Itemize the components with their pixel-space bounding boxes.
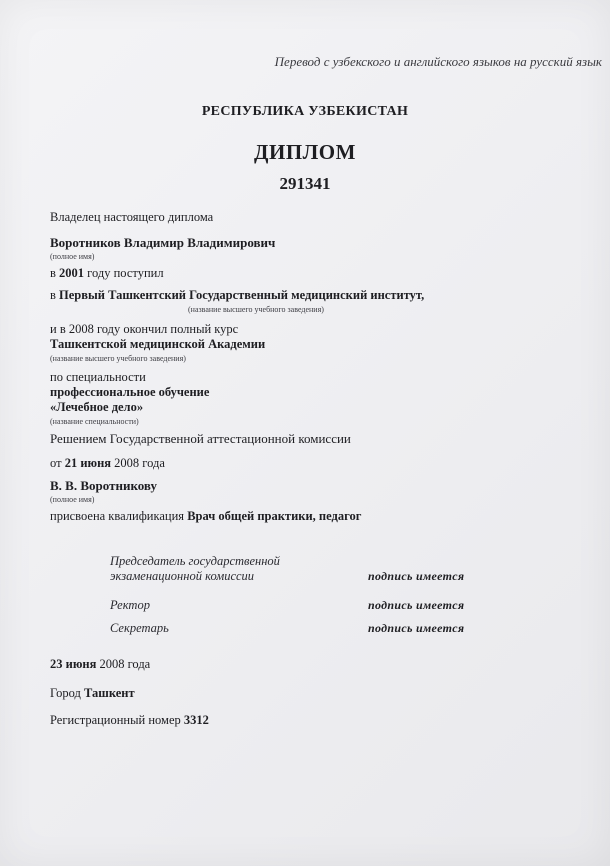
institute-caption: (название высшего учебного заведения) [188,305,324,314]
commission-date-line [50,456,165,471]
commission-decision: Решением Государственной аттестационной комиссии [50,431,351,446]
diploma-number: 291341 [279,174,331,193]
qualification-prefix: присвоена квалификация [50,509,188,523]
institute-prefix: в [50,288,60,302]
city-name: Ташкент [84,686,135,700]
academy-caption: (название высшего учебного заведения) [50,354,186,363]
issue-date-bold: 23 июня [50,657,97,671]
registration-number: 3312 [183,713,209,727]
rector-label: Ректор [110,598,150,612]
recipient-name-caption: (полное имя) [50,495,95,504]
translator-note: Перевод с узбекского и английского языков на русский язык [274,54,602,69]
specialty-caption: (название специальности) [50,417,139,426]
qualification-value: Врач общей практики, педагог [187,509,362,523]
commission-date-bold: 21 июня [64,456,112,470]
admission-institute-line [50,288,424,303]
commission-date-prefix: от [50,456,65,470]
issue-date-line [50,657,150,672]
qualification-line [50,509,361,524]
specialty-line1: профессиональное обучение [50,385,210,399]
commission-date-rest: 2008 года [111,456,165,470]
admission-year: 2001 [59,266,85,280]
owner-full-name: Воротников Владимир Владимирович [50,235,276,250]
owner-name-caption: (полное имя) [50,252,95,261]
document-title: ДИПЛОМ [254,140,356,164]
owner-intro: Владелец настоящего диплома [50,210,214,224]
registration-label: Регистрационный номер [50,713,184,727]
institute-name: Первый Ташкентский Государственный медицинский институт, [59,288,425,302]
city-line [50,686,135,701]
specialty-intro: по специальности [50,370,146,384]
graduation-line: и в 2008 году окончил полный курс [50,322,239,336]
rector-signature: подпись имеется [368,598,465,612]
chairman-label-line1: Председатель государственной [110,554,280,568]
admission-year-line [50,266,164,281]
recipient-name: В. В. Воротникову [50,478,158,493]
secretary-label: Секретарь [110,621,169,635]
country-heading: РЕСПУБЛИКА УЗБЕКИСТАН [201,104,409,119]
chairman-label-line2: экзаменационной комиссии [110,569,255,583]
chairman-signature: подпись имеется [368,569,465,583]
secretary-signature: подпись имеется [368,621,465,635]
admission-prefix: в [50,266,60,280]
issue-date-rest: 2008 года [96,657,151,671]
specialty-line2: «Лечебное дело» [50,400,144,414]
city-label: Город [50,686,85,700]
registration-line [50,713,209,728]
admission-suffix: году поступил [84,266,164,280]
academy-name: Ташкентской медицинской Академии [50,337,266,351]
